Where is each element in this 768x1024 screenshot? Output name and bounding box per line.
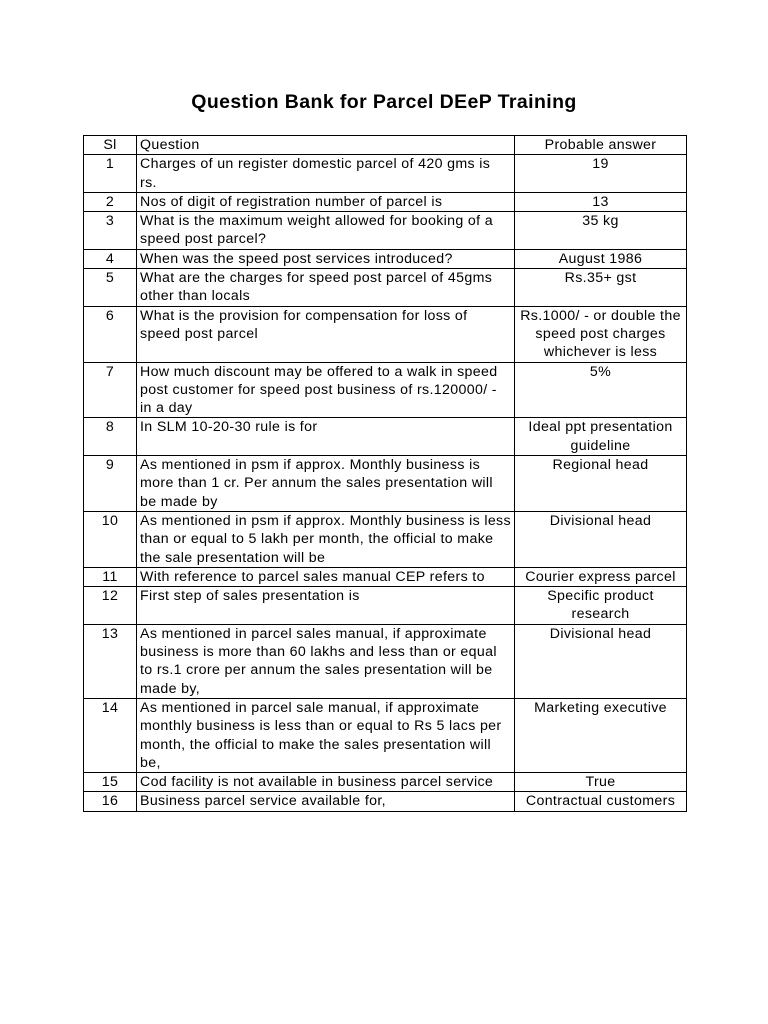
row-question: Business parcel service available for,	[137, 792, 515, 811]
page-title: Question Bank for Parcel DEeP Training	[191, 91, 577, 113]
row-answer: Rs.35+ gst	[515, 269, 687, 307]
row-answer: 5%	[515, 362, 687, 418]
row-answer: 35 kg	[515, 212, 687, 250]
row-sl: 3	[84, 212, 137, 250]
row-answer: Contractual customers	[515, 792, 687, 811]
header-question: Question	[137, 136, 515, 155]
row-sl: 1	[84, 155, 137, 193]
question-bank-table	[83, 135, 687, 812]
row-sl: 10	[84, 511, 137, 567]
table-header-row	[84, 136, 687, 155]
table-row	[84, 567, 687, 586]
row-sl: 9	[84, 456, 137, 512]
row-question: What are the charges for speed post parcel of 45gms other than locals	[137, 269, 515, 307]
row-question: What is the maximum weight allowed for booking of a speed post parcel?	[137, 212, 515, 250]
row-question: As mentioned in psm if approx. Monthly business is more than 1 cr. Per annum the sales presentation will be made by	[137, 456, 515, 512]
row-question: As mentioned in parcel sales manual, if approximate business is more than 60 lakhs and less than or equal to rs.1 crore per annum the sales presentation will be made by,	[137, 624, 515, 698]
row-sl: 8	[84, 418, 137, 456]
table-row	[84, 306, 687, 362]
row-answer: Divisional head	[515, 624, 687, 698]
table-row	[84, 418, 687, 456]
row-sl: 5	[84, 269, 137, 307]
row-question: With reference to parcel sales manual CEP refers to	[137, 567, 515, 586]
header-sl: Sl	[84, 136, 137, 155]
row-sl: 14	[84, 698, 137, 772]
row-answer: True	[515, 773, 687, 792]
table-row	[84, 155, 687, 193]
row-answer: 13	[515, 192, 687, 211]
row-question: As mentioned in parcel sale manual, if approximate monthly business is less than or equal to Rs 5 lacs per month, the official to make the sales presentation will be,	[137, 698, 515, 772]
row-answer: Divisional head	[515, 511, 687, 567]
table-row	[84, 456, 687, 512]
row-question: In SLM 10-20-30 rule is for	[137, 418, 515, 456]
table-row	[84, 362, 687, 418]
row-sl: 2	[84, 192, 137, 211]
row-question: Charges of un register domestic parcel of 420 gms is rs.	[137, 155, 515, 193]
table-row	[84, 212, 687, 250]
table-row	[84, 249, 687, 268]
row-sl: 15	[84, 773, 137, 792]
table-row	[84, 624, 687, 698]
row-question: Nos of digit of registration number of parcel is	[137, 192, 515, 211]
row-sl: 16	[84, 792, 137, 811]
row-question: First step of sales presentation is	[137, 587, 515, 625]
row-sl: 13	[84, 624, 137, 698]
row-answer: Specific product research	[515, 587, 687, 625]
row-answer: Ideal ppt presentation guideline	[515, 418, 687, 456]
row-answer: Marketing executive	[515, 698, 687, 772]
row-sl: 7	[84, 362, 137, 418]
row-question: Cod facility is not available in business parcel service	[137, 773, 515, 792]
row-sl: 12	[84, 587, 137, 625]
table-row	[84, 792, 687, 811]
row-question: When was the speed post services introduced?	[137, 249, 515, 268]
row-answer: Regional head	[515, 456, 687, 512]
row-answer: 19	[515, 155, 687, 193]
row-answer: Courier express parcel	[515, 567, 687, 586]
table-row	[84, 773, 687, 792]
row-question: What is the provision for compensation for loss of speed post parcel	[137, 306, 515, 362]
row-sl: 4	[84, 249, 137, 268]
row-question: As mentioned in psm if approx. Monthly business is less than or equal to 5 lakh per month, the official to make the sale presentation will be	[137, 511, 515, 567]
table-row	[84, 587, 687, 625]
row-question: How much discount may be offered to a walk in speed post customer for speed post business of rs.120000/ - in a day	[137, 362, 515, 418]
table-row	[84, 269, 687, 307]
table-row	[84, 192, 687, 211]
table-row	[84, 698, 687, 772]
row-answer: Rs.1000/ - or double the speed post charges whichever is less	[515, 306, 687, 362]
row-sl: 11	[84, 567, 137, 586]
row-answer: August 1986	[515, 249, 687, 268]
table-row	[84, 511, 687, 567]
row-sl: 6	[84, 306, 137, 362]
header-answer: Probable answer	[515, 136, 687, 155]
